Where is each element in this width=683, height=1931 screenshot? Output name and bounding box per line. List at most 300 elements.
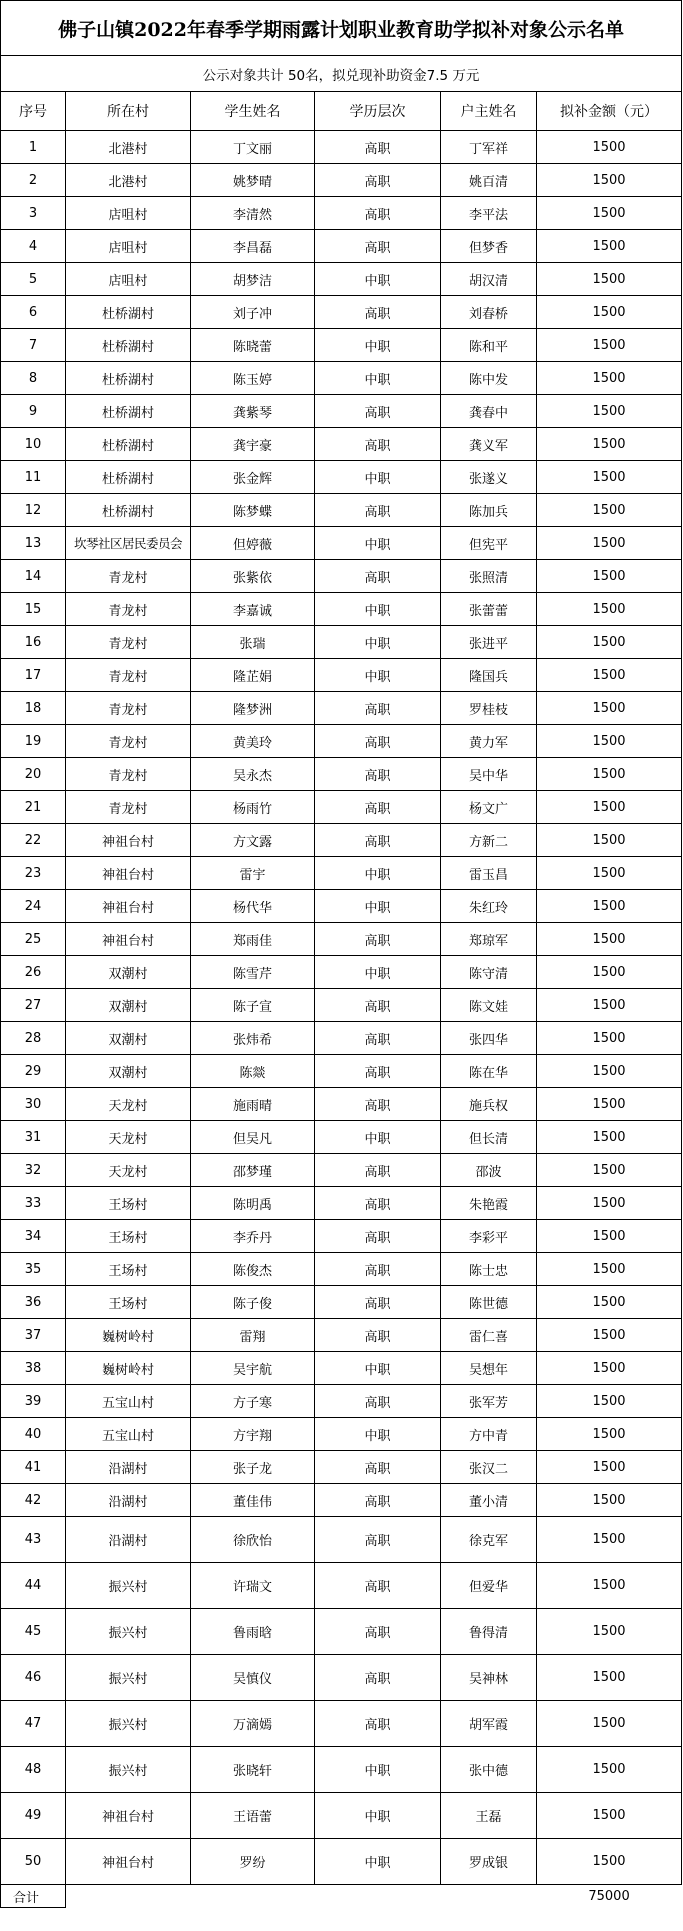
cell-village: 杜桥湖村 — [66, 461, 191, 494]
table-row — [1, 1451, 682, 1484]
cell-village: 店咀村 — [66, 230, 191, 263]
cell-student: 方宇翔 — [191, 1418, 315, 1451]
cell-student: 李嘉诚 — [191, 593, 315, 626]
cell-household-head: 董小清 — [441, 1484, 537, 1517]
cell-no: 35 — [1, 1253, 66, 1286]
cell-student: 刘子冲 — [191, 296, 315, 329]
table-row — [1, 1484, 682, 1517]
cell-village: 沿湖村 — [66, 1484, 191, 1517]
cell-no: 33 — [1, 1187, 66, 1220]
total-row — [1, 1885, 682, 1908]
cell-amount: 1500 — [537, 659, 682, 692]
cell-level: 中职 — [315, 1839, 441, 1885]
cell-village: 神祖台村 — [66, 890, 191, 923]
cell-student: 徐欣怡 — [191, 1517, 315, 1563]
cell-no: 49 — [1, 1793, 66, 1839]
table-subtitle: 公示对象共计 50名，拟兑现补助资金7.5 万元 — [1, 56, 682, 92]
cell-student: 万滴嫣 — [191, 1701, 315, 1747]
cell-village: 杜桥湖村 — [66, 329, 191, 362]
cell-amount: 1500 — [537, 1088, 682, 1121]
cell-village: 青龙村 — [66, 692, 191, 725]
cell-level: 高职 — [315, 1088, 441, 1121]
cell-student: 陈玉婷 — [191, 362, 315, 395]
cell-level: 高职 — [315, 1154, 441, 1187]
cell-student: 张瑞 — [191, 626, 315, 659]
cell-household-head: 姚百清 — [441, 164, 537, 197]
cell-level: 高职 — [315, 1220, 441, 1253]
table-row — [1, 890, 682, 923]
cell-village: 神祖台村 — [66, 857, 191, 890]
total-empty-cell — [441, 1885, 537, 1908]
cell-level: 高职 — [315, 197, 441, 230]
cell-level: 中职 — [315, 1418, 441, 1451]
cell-no: 21 — [1, 791, 66, 824]
cell-amount: 1500 — [537, 725, 682, 758]
table-row — [1, 1655, 682, 1701]
cell-amount: 1500 — [537, 494, 682, 527]
cell-level: 高职 — [315, 1701, 441, 1747]
total-label: 合计 — [1, 1885, 66, 1908]
cell-student: 邵梦瑾 — [191, 1154, 315, 1187]
cell-no: 1 — [1, 131, 66, 164]
cell-student: 张炜希 — [191, 1022, 315, 1055]
cell-amount: 1500 — [537, 1747, 682, 1793]
cell-level: 中职 — [315, 1793, 441, 1839]
table-row — [1, 395, 682, 428]
cell-student: 吴慎仪 — [191, 1655, 315, 1701]
cell-amount: 1500 — [537, 230, 682, 263]
cell-no: 44 — [1, 1563, 66, 1609]
table-row — [1, 758, 682, 791]
cell-household-head: 龚春中 — [441, 395, 537, 428]
cell-no: 13 — [1, 527, 66, 560]
cell-village: 振兴村 — [66, 1655, 191, 1701]
cell-no: 20 — [1, 758, 66, 791]
table-row — [1, 461, 682, 494]
cell-household-head: 郑琼军 — [441, 923, 537, 956]
table-row — [1, 1319, 682, 1352]
cell-student: 吴永杰 — [191, 758, 315, 791]
cell-village: 沿湖村 — [66, 1517, 191, 1563]
table-row — [1, 263, 682, 296]
cell-amount: 1500 — [537, 1793, 682, 1839]
cell-amount: 1500 — [537, 164, 682, 197]
cell-household-head: 胡军霞 — [441, 1701, 537, 1747]
cell-village: 神祖台村 — [66, 923, 191, 956]
cell-household-head: 张进平 — [441, 626, 537, 659]
cell-amount: 1500 — [537, 1187, 682, 1220]
cell-village: 双潮村 — [66, 1055, 191, 1088]
cell-household-head: 吴中华 — [441, 758, 537, 791]
cell-level: 高职 — [315, 989, 441, 1022]
cell-student: 雷翔 — [191, 1319, 315, 1352]
cell-amount: 1500 — [537, 197, 682, 230]
table-row — [1, 659, 682, 692]
cell-no: 43 — [1, 1517, 66, 1563]
cell-village: 双潮村 — [66, 989, 191, 1022]
cell-level: 中职 — [315, 527, 441, 560]
cell-no: 4 — [1, 230, 66, 263]
cell-amount: 1500 — [537, 263, 682, 296]
cell-village: 天龙村 — [66, 1154, 191, 1187]
cell-household-head: 张中德 — [441, 1747, 537, 1793]
cell-no: 50 — [1, 1839, 66, 1885]
cell-household-head: 陈中发 — [441, 362, 537, 395]
table-row — [1, 362, 682, 395]
cell-no: 46 — [1, 1655, 66, 1701]
cell-household-head: 陈在华 — [441, 1055, 537, 1088]
cell-student: 方文露 — [191, 824, 315, 857]
table-row — [1, 230, 682, 263]
table-row — [1, 1055, 682, 1088]
cell-no: 19 — [1, 725, 66, 758]
cell-village: 杜桥湖村 — [66, 395, 191, 428]
cell-no: 12 — [1, 494, 66, 527]
table-row — [1, 527, 682, 560]
cell-no: 14 — [1, 560, 66, 593]
cell-household-head: 陈世德 — [441, 1286, 537, 1319]
cell-household-head: 雷仁喜 — [441, 1319, 537, 1352]
cell-level: 高职 — [315, 494, 441, 527]
cell-student: 李昌磊 — [191, 230, 315, 263]
table-row — [1, 1385, 682, 1418]
cell-student: 但婷薇 — [191, 527, 315, 560]
cell-village: 振兴村 — [66, 1609, 191, 1655]
cell-level: 高职 — [315, 1385, 441, 1418]
cell-student: 陈子宣 — [191, 989, 315, 1022]
cell-level: 高职 — [315, 1517, 441, 1563]
table-row — [1, 131, 682, 164]
cell-household-head: 张照清 — [441, 560, 537, 593]
cell-village: 双潮村 — [66, 956, 191, 989]
cell-household-head: 方新二 — [441, 824, 537, 857]
cell-village: 天龙村 — [66, 1121, 191, 1154]
cell-no: 3 — [1, 197, 66, 230]
cell-village: 杜桥湖村 — [66, 494, 191, 527]
cell-student: 陈明禹 — [191, 1187, 315, 1220]
cell-student: 方子寒 — [191, 1385, 315, 1418]
cell-amount: 1500 — [537, 1839, 682, 1885]
cell-village: 杜桥湖村 — [66, 362, 191, 395]
cell-amount: 1500 — [537, 395, 682, 428]
table-row — [1, 329, 682, 362]
cell-no: 48 — [1, 1747, 66, 1793]
cell-no: 18 — [1, 692, 66, 725]
cell-household-head: 朱艳霞 — [441, 1187, 537, 1220]
cell-village: 五宝山村 — [66, 1385, 191, 1418]
cell-amount: 1500 — [537, 461, 682, 494]
cell-household-head: 黄力军 — [441, 725, 537, 758]
table-title: 佛子山镇2022年春季学期雨露计划职业教育助学拟补对象公示名单 — [1, 1, 682, 56]
cell-village: 杜桥湖村 — [66, 296, 191, 329]
cell-student: 李清然 — [191, 197, 315, 230]
cell-household-head: 雷玉昌 — [441, 857, 537, 890]
cell-no: 41 — [1, 1451, 66, 1484]
cell-amount: 1500 — [537, 1609, 682, 1655]
table-row — [1, 725, 682, 758]
cell-no: 37 — [1, 1319, 66, 1352]
table-row — [1, 1088, 682, 1121]
cell-amount: 1500 — [537, 560, 682, 593]
cell-amount: 1500 — [537, 956, 682, 989]
table-row — [1, 1609, 682, 1655]
cell-household-head: 陈士忠 — [441, 1253, 537, 1286]
total-empty-cell — [66, 1885, 191, 1908]
cell-level: 中职 — [315, 1352, 441, 1385]
cell-student: 隆梦洲 — [191, 692, 315, 725]
cell-level: 高职 — [315, 1286, 441, 1319]
cell-student: 罗纷 — [191, 1839, 315, 1885]
cell-level: 高职 — [315, 131, 441, 164]
cell-student: 施雨晴 — [191, 1088, 315, 1121]
cell-amount: 1500 — [537, 593, 682, 626]
table-row — [1, 1418, 682, 1451]
cell-level: 中职 — [315, 626, 441, 659]
cell-student: 龚宇豪 — [191, 428, 315, 461]
cell-amount: 1500 — [537, 428, 682, 461]
cell-household-head: 刘春桥 — [441, 296, 537, 329]
cell-student: 胡梦洁 — [191, 263, 315, 296]
table-row — [1, 1517, 682, 1563]
cell-household-head: 吴神林 — [441, 1655, 537, 1701]
table-row — [1, 1154, 682, 1187]
cell-no: 47 — [1, 1701, 66, 1747]
cell-village: 神祖台村 — [66, 1793, 191, 1839]
cell-amount: 1500 — [537, 1418, 682, 1451]
cell-student: 黄美玲 — [191, 725, 315, 758]
cell-amount: 1500 — [537, 791, 682, 824]
total-empty-cell — [191, 1885, 315, 1908]
cell-amount: 1500 — [537, 890, 682, 923]
table-row — [1, 1839, 682, 1885]
cell-no: 40 — [1, 1418, 66, 1451]
table-row — [1, 1121, 682, 1154]
cell-village: 神祖台村 — [66, 824, 191, 857]
cell-level: 高职 — [315, 692, 441, 725]
cell-level: 高职 — [315, 560, 441, 593]
header-amount: 拟补金额（元） — [537, 92, 682, 131]
cell-amount: 1500 — [537, 1253, 682, 1286]
cell-household-head: 陈和平 — [441, 329, 537, 362]
cell-student: 张晓轩 — [191, 1747, 315, 1793]
cell-level: 高职 — [315, 758, 441, 791]
cell-village: 青龙村 — [66, 560, 191, 593]
cell-student: 陈燚 — [191, 1055, 315, 1088]
table-row — [1, 1563, 682, 1609]
cell-household-head: 王磊 — [441, 1793, 537, 1839]
cell-village: 五宝山村 — [66, 1418, 191, 1451]
cell-student: 郑雨佳 — [191, 923, 315, 956]
cell-household-head: 龚义军 — [441, 428, 537, 461]
table-row — [1, 1701, 682, 1747]
cell-village: 青龙村 — [66, 791, 191, 824]
cell-student: 陈梦蝶 — [191, 494, 315, 527]
cell-student: 隆芷娟 — [191, 659, 315, 692]
cell-student: 陈子俊 — [191, 1286, 315, 1319]
table-row — [1, 824, 682, 857]
cell-household-head: 丁军祥 — [441, 131, 537, 164]
cell-no: 24 — [1, 890, 66, 923]
cell-no: 25 — [1, 923, 66, 956]
cell-student: 陈晓蕾 — [191, 329, 315, 362]
cell-amount: 1500 — [537, 1385, 682, 1418]
header-household-head: 户主姓名 — [441, 92, 537, 131]
cell-village: 巍树岭村 — [66, 1319, 191, 1352]
total-amount: 75000 — [537, 1885, 682, 1908]
cell-village: 沿湖村 — [66, 1451, 191, 1484]
table-row — [1, 791, 682, 824]
cell-village: 店咀村 — [66, 197, 191, 230]
cell-household-head: 李平法 — [441, 197, 537, 230]
cell-amount: 1500 — [537, 1563, 682, 1609]
cell-no: 8 — [1, 362, 66, 395]
cell-student: 李乔丹 — [191, 1220, 315, 1253]
cell-household-head: 但宪平 — [441, 527, 537, 560]
cell-amount: 1500 — [537, 1451, 682, 1484]
table-row — [1, 956, 682, 989]
cell-household-head: 张军芳 — [441, 1385, 537, 1418]
cell-amount: 1500 — [537, 1655, 682, 1701]
cell-village: 振兴村 — [66, 1747, 191, 1793]
table-row — [1, 560, 682, 593]
cell-level: 高职 — [315, 1055, 441, 1088]
cell-household-head: 罗桂枝 — [441, 692, 537, 725]
cell-level: 高职 — [315, 1022, 441, 1055]
table-row — [1, 296, 682, 329]
cell-household-head: 但长清 — [441, 1121, 537, 1154]
table-row — [1, 1022, 682, 1055]
cell-amount: 1500 — [537, 1319, 682, 1352]
cell-student: 陈雪芹 — [191, 956, 315, 989]
cell-amount: 1500 — [537, 824, 682, 857]
cell-no: 7 — [1, 329, 66, 362]
cell-village: 振兴村 — [66, 1701, 191, 1747]
cell-amount: 1500 — [537, 1220, 682, 1253]
cell-amount: 1500 — [537, 758, 682, 791]
cell-no: 22 — [1, 824, 66, 857]
cell-household-head: 方中青 — [441, 1418, 537, 1451]
cell-no: 36 — [1, 1286, 66, 1319]
cell-level: 中职 — [315, 362, 441, 395]
cell-student: 张子龙 — [191, 1451, 315, 1484]
cell-amount: 1500 — [537, 857, 682, 890]
cell-village: 店咀村 — [66, 263, 191, 296]
cell-no: 10 — [1, 428, 66, 461]
cell-student: 但吴凡 — [191, 1121, 315, 1154]
cell-amount: 1500 — [537, 1517, 682, 1563]
cell-village: 北港村 — [66, 164, 191, 197]
cell-amount: 1500 — [537, 1154, 682, 1187]
cell-village: 坎琴社区居民委员会 — [66, 527, 191, 560]
cell-no: 32 — [1, 1154, 66, 1187]
header-village: 所在村 — [66, 92, 191, 131]
total-empty-cell — [315, 1885, 441, 1908]
cell-village: 青龙村 — [66, 593, 191, 626]
cell-no: 38 — [1, 1352, 66, 1385]
cell-amount: 1500 — [537, 692, 682, 725]
cell-no: 39 — [1, 1385, 66, 1418]
cell-household-head: 张遂义 — [441, 461, 537, 494]
cell-amount: 1500 — [537, 989, 682, 1022]
cell-household-head: 朱红玲 — [441, 890, 537, 923]
header-no: 序号 — [1, 92, 66, 131]
cell-student: 龚紫琴 — [191, 395, 315, 428]
cell-village: 振兴村 — [66, 1563, 191, 1609]
table-row — [1, 1747, 682, 1793]
table-row — [1, 1220, 682, 1253]
cell-no: 17 — [1, 659, 66, 692]
cell-student: 张紫依 — [191, 560, 315, 593]
cell-student: 陈俊杰 — [191, 1253, 315, 1286]
table-row — [1, 428, 682, 461]
cell-no: 27 — [1, 989, 66, 1022]
cell-level: 高职 — [315, 1563, 441, 1609]
table-row — [1, 593, 682, 626]
cell-village: 双潮村 — [66, 1022, 191, 1055]
cell-no: 16 — [1, 626, 66, 659]
cell-household-head: 张汉二 — [441, 1451, 537, 1484]
cell-level: 高职 — [315, 1187, 441, 1220]
cell-amount: 1500 — [537, 1055, 682, 1088]
table-row — [1, 989, 682, 1022]
cell-amount: 1500 — [537, 1484, 682, 1517]
table-row — [1, 1793, 682, 1839]
table-row — [1, 1187, 682, 1220]
cell-village: 王场村 — [66, 1253, 191, 1286]
table-row — [1, 626, 682, 659]
cell-level: 高职 — [315, 1655, 441, 1701]
table-row — [1, 1253, 682, 1286]
cell-no: 45 — [1, 1609, 66, 1655]
cell-level: 中职 — [315, 1121, 441, 1154]
cell-village: 王场村 — [66, 1187, 191, 1220]
cell-no: 34 — [1, 1220, 66, 1253]
cell-village: 青龙村 — [66, 758, 191, 791]
cell-no: 15 — [1, 593, 66, 626]
cell-household-head: 但梦香 — [441, 230, 537, 263]
cell-no: 11 — [1, 461, 66, 494]
cell-household-head: 邵波 — [441, 1154, 537, 1187]
table-row — [1, 494, 682, 527]
cell-level: 高职 — [315, 1319, 441, 1352]
cell-no: 5 — [1, 263, 66, 296]
header-student: 学生姓名 — [191, 92, 315, 131]
table-row — [1, 197, 682, 230]
cell-level: 高职 — [315, 725, 441, 758]
cell-no: 23 — [1, 857, 66, 890]
cell-level: 中职 — [315, 329, 441, 362]
cell-village: 巍树岭村 — [66, 1352, 191, 1385]
cell-no: 9 — [1, 395, 66, 428]
cell-household-head: 鲁得清 — [441, 1609, 537, 1655]
cell-level: 高职 — [315, 1484, 441, 1517]
cell-household-head: 杨文广 — [441, 791, 537, 824]
table-row — [1, 1286, 682, 1319]
cell-amount: 1500 — [537, 1121, 682, 1154]
cell-household-head: 陈守清 — [441, 956, 537, 989]
cell-level: 高职 — [315, 164, 441, 197]
cell-no: 26 — [1, 956, 66, 989]
cell-household-head: 陈文娃 — [441, 989, 537, 1022]
cell-no: 31 — [1, 1121, 66, 1154]
cell-no: 2 — [1, 164, 66, 197]
table-row — [1, 692, 682, 725]
cell-amount: 1500 — [537, 1701, 682, 1747]
cell-amount: 1500 — [537, 296, 682, 329]
cell-student: 董佳伟 — [191, 1484, 315, 1517]
cell-amount: 1500 — [537, 1022, 682, 1055]
cell-village: 杜桥湖村 — [66, 428, 191, 461]
